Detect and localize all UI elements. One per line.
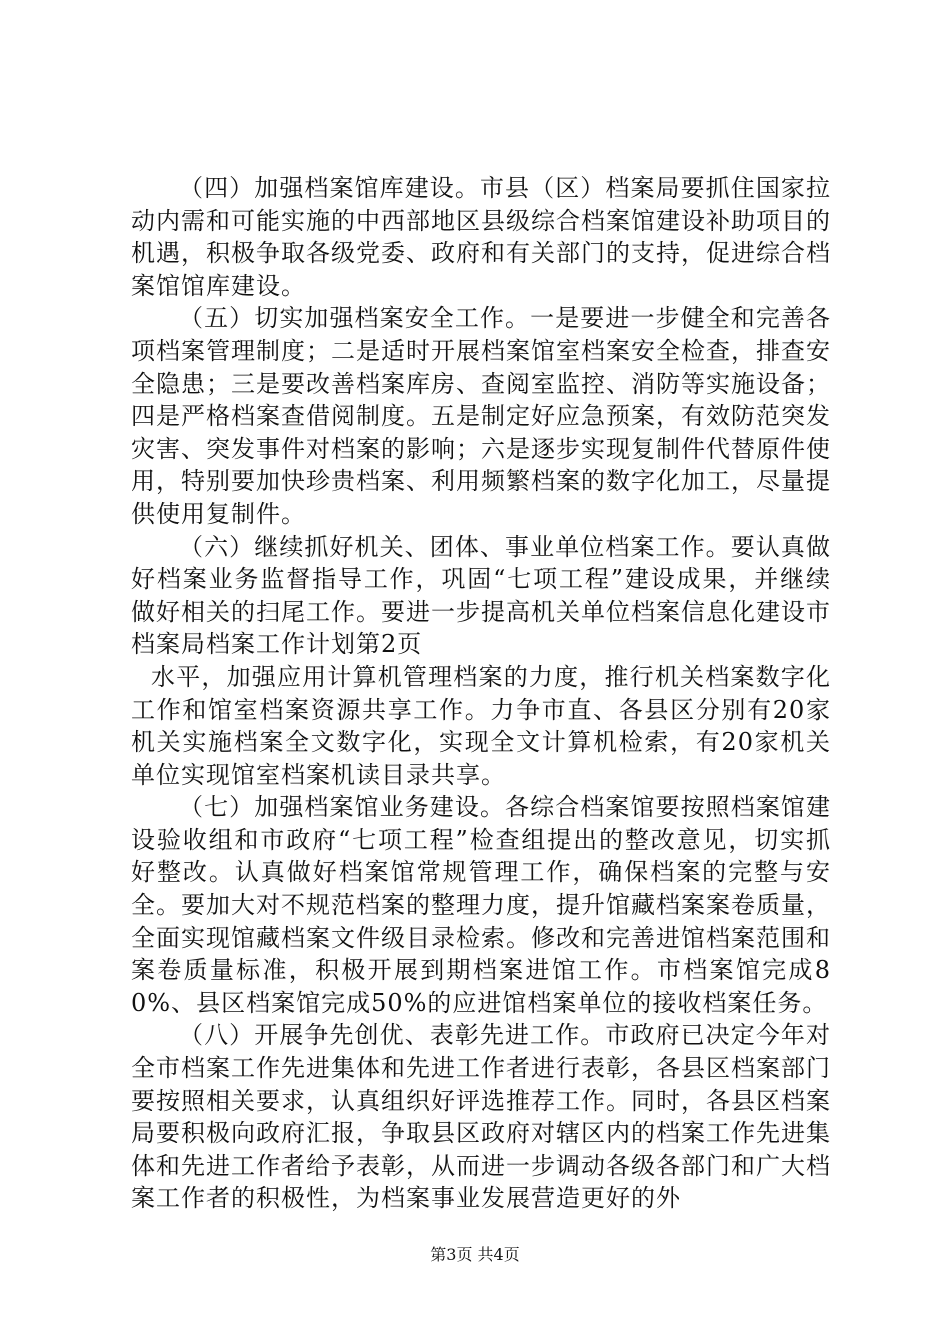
paragraph-7-archive-operations: （七）加强档案馆业务建设。各综合档案馆要按照档案馆建设验收组和市政府“七项工程”检查组提出的整改意见，切实抓好整改。认真做好档案馆常规管理工作，确保档案的完整与安全。要加大对不规范档案的整理力度，提升馆藏档案案卷质量，全面实现馆藏档案文件级目录检索。修改和完善进馆档案范围和案卷质量标准，积极开展到期档案进馆工作。市档案馆完成80%、县区档案馆完成50%的应进馆档案单位的接收档案任务。 xyxy=(131,793,831,1017)
paragraph-8-commendation: （八）开展争先创优、表彰先进工作。市政府已决定今年对全市档案工作先进集体和先进工作者进行表彰，各县区档案部门要按照相关要求，认真组织好评选推荐工作。同时，各县区档案局要积极向政府汇报，争取县区政府对辖区内的档案工作先进集体和先进工作者给予表彰，从而进一步调动各级各部门和广大档案工作者的积极性，为档案事业发展营造更好的外 xyxy=(131,1021,831,1213)
paragraph-4-archive-building: （四）加强档案馆库建设。市县（区）档案局要抓住国家拉动内需和可能实施的中西部地区县级综合档案馆建设补助项目的机遇，积极争取各级党委、政府和有关部门的支持，促进综合档案馆馆库建设。 xyxy=(131,174,831,300)
page-footer xyxy=(0,1244,950,1266)
paragraph-5-archive-security: （五）切实加强档案安全工作。一是要进一步健全和完善各项档案管理制度；二是适时开展档案馆室档案安全检查，排查安全隐患；三是要改善档案库房、查阅室监控、消防等实施设备；四是严格档案查借阅制度。五是制定好应急预案，有效防范突发灾害、突发事件对档案的影响；六是逐步实现复制件代替原件使用，特别要加快珍贵档案、利用频繁档案的数字化加工，尽量提供使用复制件。 xyxy=(131,304,831,528)
paragraph-continuation-digitization: 水平，加强应用计算机管理档案的力度，推行机关档案数字化工作和馆室档案资源共享工作。力争市直、各县区分别有20家机关实施档案全文数字化，实现全文计算机检索，有20家机关单位实现馆室档案机读目录共享。 xyxy=(131,662,831,789)
paragraph-6-institution-archives: （六）继续抓好机关、团体、事业单位档案工作。要认真做好档案业务监督指导工作，巩固“七项工程”建设成果，并继续做好相关的扫尾工作。要进一步提高机关单位档案信息化建设市档案局档案工作计划第2页 xyxy=(131,532,831,659)
document-body xyxy=(131,172,831,1215)
page-number: 第3页 共4页 xyxy=(430,1245,520,1264)
